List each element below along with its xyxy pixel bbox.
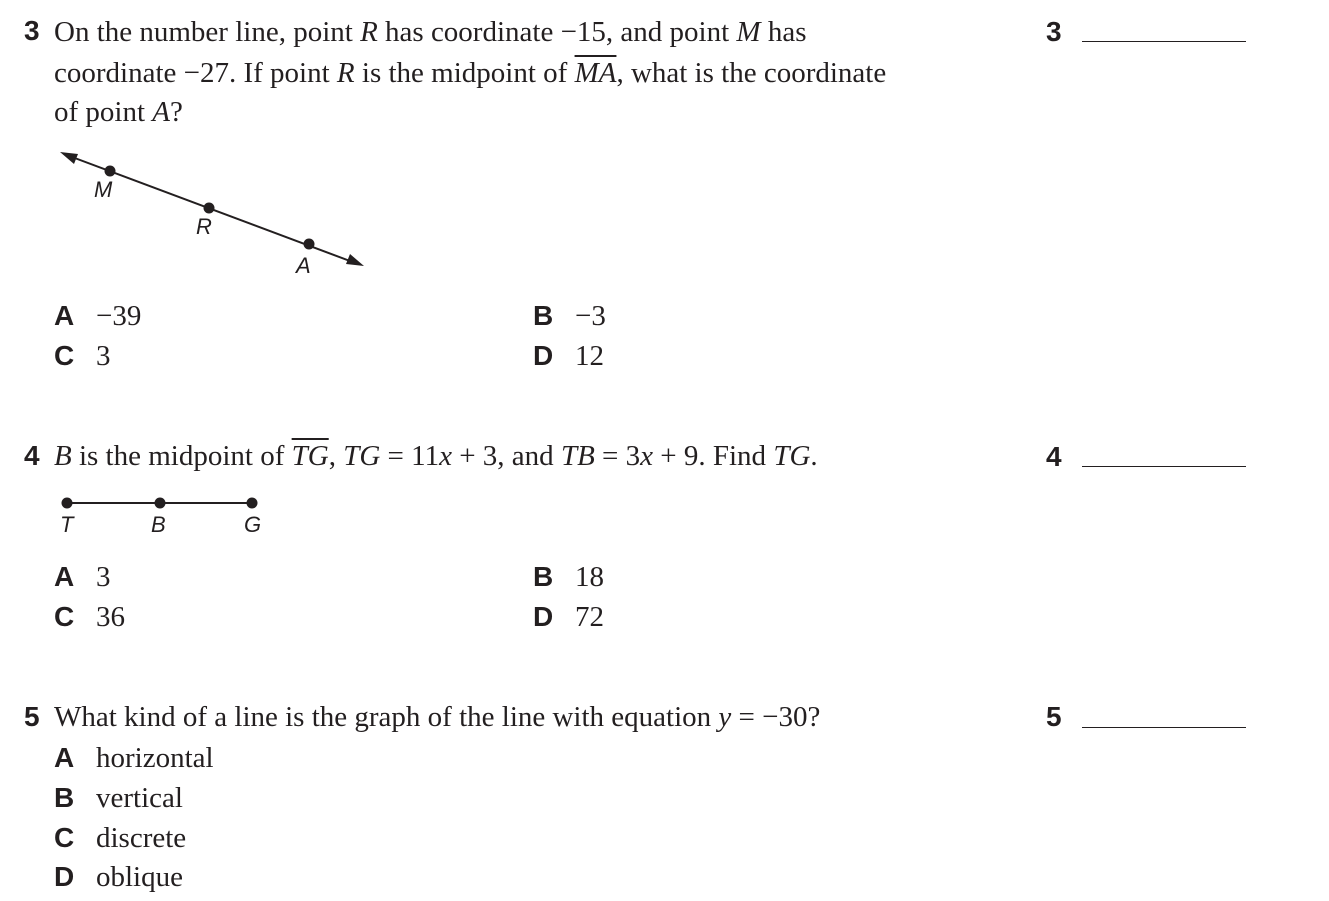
question-text-line-1: On the number line, point R has coordinate −15, and point M has	[54, 16, 807, 48]
segment-figure	[50, 490, 280, 540]
choice-c[interactable]: C 3	[54, 340, 111, 372]
label-r: R	[196, 214, 212, 239]
choice-b[interactable]: B −3	[533, 300, 606, 332]
choice-b[interactable]: B vertical	[54, 782, 183, 814]
point-g	[247, 498, 258, 509]
answer-blank[interactable]	[1082, 466, 1246, 467]
point-a	[304, 239, 315, 250]
left-arrow-head	[60, 152, 78, 164]
choice-d[interactable]: D 72	[533, 601, 604, 633]
answer-blank[interactable]	[1082, 41, 1246, 42]
choice-a[interactable]: A 3	[54, 561, 111, 593]
choice-b[interactable]: B 18	[533, 561, 604, 593]
question-text: What kind of a line is the graph of the line with equation y = −30?	[54, 701, 821, 733]
question-text-line-2: coordinate −27. If point R is the midpoint of $\overline{MA}$, what is the coordinate	[54, 57, 887, 89]
question-text-line-3: of point A?	[54, 96, 183, 128]
question-text: B is the midpoint of $\overline{TG}$, TG = 11x + 3, and TB = 3x + 9. Find TG.	[54, 440, 818, 472]
point-t	[62, 498, 73, 509]
question-number: 4	[24, 440, 40, 471]
number-line-figure	[50, 140, 380, 290]
question-number: 3	[24, 15, 40, 46]
segment-tg: $\overline{TG}$	[291, 440, 329, 472]
choice-a[interactable]: A horizontal	[54, 742, 214, 774]
answer-number: 4	[1046, 441, 1062, 472]
label-b: B	[151, 512, 166, 537]
label-t: T	[60, 512, 74, 537]
answer-number: 5	[1046, 701, 1062, 732]
label-m: M	[94, 177, 113, 202]
segment-ma: $\overline{MA}$	[574, 57, 617, 89]
choice-a[interactable]: A −39	[54, 300, 142, 332]
choice-d[interactable]: D oblique	[54, 861, 183, 893]
right-arrow-head	[346, 254, 364, 266]
choice-c[interactable]: C discrete	[54, 822, 187, 854]
point-m	[105, 166, 116, 177]
answer-number: 3	[1046, 16, 1062, 47]
label-a: A	[296, 253, 311, 278]
point-r	[204, 203, 215, 214]
question-number: 5	[24, 701, 40, 732]
point-b	[155, 498, 166, 509]
choice-c[interactable]: C 36	[54, 601, 125, 633]
answer-blank[interactable]	[1082, 727, 1246, 728]
choice-d[interactable]: D 12	[533, 340, 604, 372]
label-g: G	[244, 512, 262, 537]
